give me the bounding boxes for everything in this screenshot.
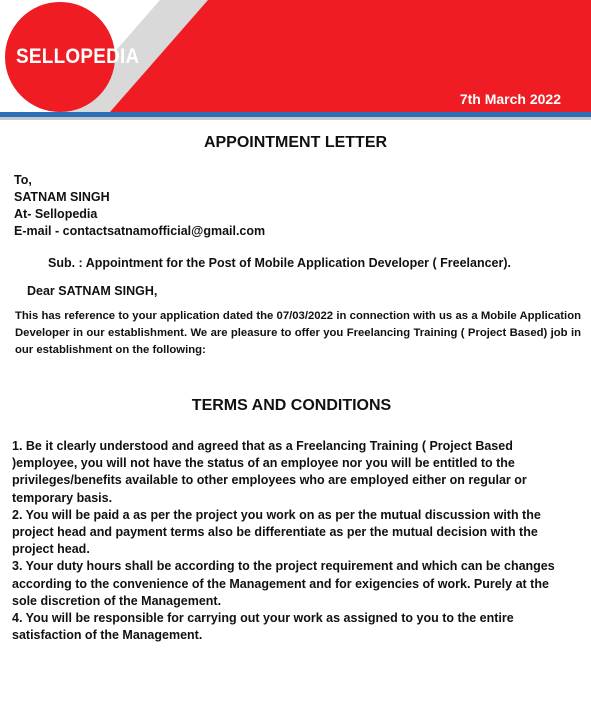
letter-date: 7th March 2022 bbox=[459, 91, 561, 107]
letter-body: This has reference to your application dated the 07/03/2022 in connection with us as a Mobile Application Developer in our establishment. We are pleasure to offer you Freelancing Training ( Project Based) job in our establishment on the following: bbox=[15, 310, 581, 356]
logo-text: SELLOPEDIA bbox=[16, 45, 140, 68]
subject-line: Sub. : Appointment for the Post of Mobile Application Developer ( Freelancer). bbox=[48, 256, 511, 270]
term-item-4: 4. You will be responsible for carrying out your work as assigned to you to the entire satisfaction of the Management. bbox=[12, 611, 514, 643]
letter-title: APPOINTMENT LETTER bbox=[203, 134, 388, 151]
recipient-org: At- Sellopedia bbox=[14, 207, 98, 221]
term-item-1: 1. Be it clearly understood and agreed that as a Freelancing Training ( Project Based )employee, you will not have the status of an employee nor you will be entitled to the privileges/benefits available to other employees who are employed either on regular or temporary basis. bbox=[12, 439, 527, 505]
terms-list bbox=[12, 438, 572, 644]
terms-title: TERMS AND CONDITIONS bbox=[191, 397, 392, 414]
term-item-2: 2. You will be paid a as per the project you work on as per the mutual discussion with the project head and payment terms also be differentiate as per the mutual decision with the project head. bbox=[12, 507, 541, 557]
recipient-email: E-mail - contactsatnamofficial@gmail.com bbox=[14, 224, 266, 238]
gray-rule bbox=[0, 117, 591, 120]
salutation: Dear SATNAM SINGH, bbox=[27, 284, 158, 298]
term-item-3: 3. Your duty hours shall be according to the project requirement and which can be changes according to the convenience of the Management and for exigencies of work. Purely at the sole discretion of the Management. bbox=[12, 559, 555, 608]
to-label: To, bbox=[14, 173, 32, 187]
blue-rule bbox=[0, 112, 591, 117]
letterhead bbox=[0, 0, 591, 121]
recipient-name: SATNAM SINGH bbox=[14, 190, 110, 204]
sellopedia-logo bbox=[5, 2, 140, 112]
